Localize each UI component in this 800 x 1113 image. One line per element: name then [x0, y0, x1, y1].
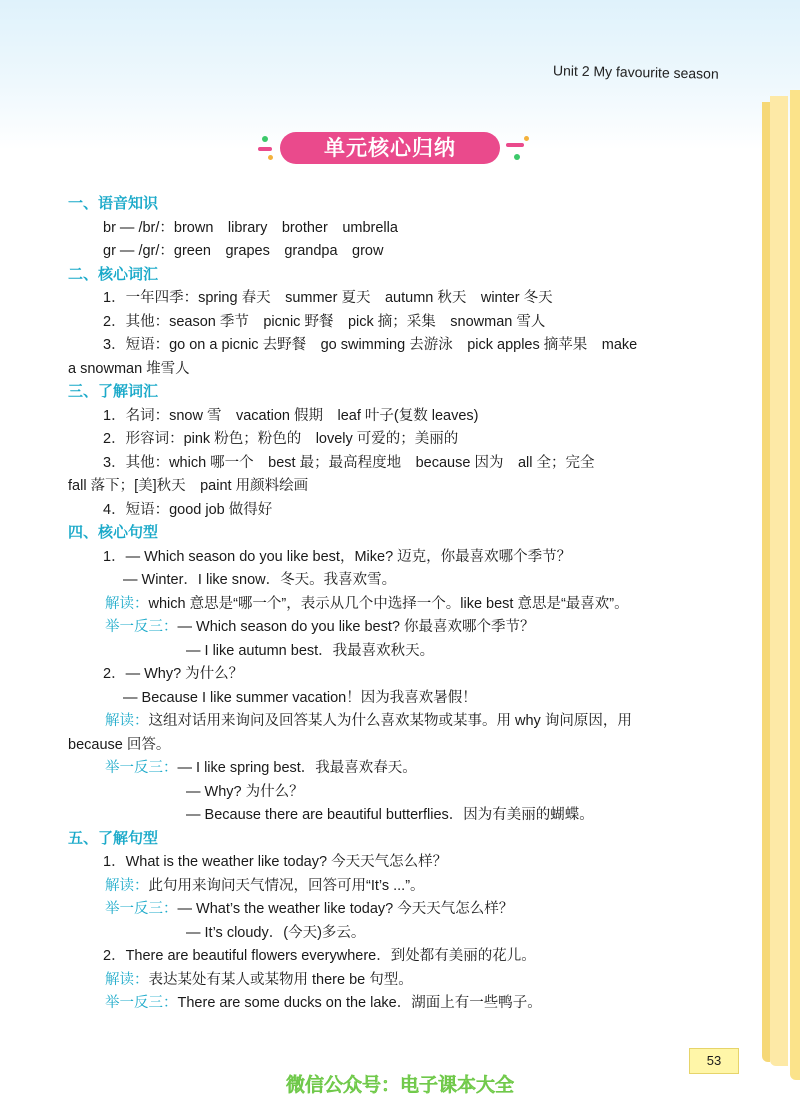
note-label: 举一反三： — [105, 619, 178, 635]
note-line — [105, 899, 513, 919]
content-line: 3．短语：go on a picnic 去野餐 go swimming 去游泳 pick apples 摘苹果 make — [103, 337, 638, 353]
content-line: 2．— Why? 为什么？ — [103, 666, 244, 682]
note-line — [105, 758, 417, 778]
content-line: 1．一年四季：spring 春天 summer 夏天 autumn 秋天 winter 冬天 — [103, 290, 553, 306]
content-line: 4．短语：good job 做得好 — [103, 501, 273, 518]
title-dot — [262, 136, 268, 142]
note-label: 举一反三： — [105, 901, 178, 917]
note-label: 解读： — [105, 713, 149, 729]
title-dot — [514, 154, 520, 160]
content-line: 2．There are beautiful flowers everywhere．到处都有美丽的花儿。 — [103, 948, 536, 964]
section-heading: 四、核心句型 — [68, 524, 159, 541]
note-label: 解读： — [105, 877, 149, 894]
title-dot — [268, 155, 273, 160]
title-dot — [524, 136, 529, 141]
content-line: — Because there are beautiful butterflies．因为有美丽的蝴蝶。 — [186, 807, 594, 823]
content-line: gr — /gr/：green grapes grandpa grow — [103, 243, 384, 259]
note-line — [105, 617, 534, 637]
page-edge-decoration — [754, 90, 800, 1080]
content-line: — It’s cloudy．(今天)多云。 — [186, 924, 366, 941]
note-text: 这组对话用来询问及回答某人为什么喜欢某物或某事。用 why 询问原因，用 — [148, 713, 632, 729]
content-line: because 回答。 — [68, 736, 171, 753]
note-label: 解读： — [105, 595, 149, 612]
note-text: 此句用来询问天气情况，回答可用“It’s ...”。 — [148, 877, 425, 894]
content-line: 1．名词：snow 雪 vacation 假期 leaf 叶子(复数 leaves) — [103, 407, 479, 424]
note-text: — Which season do you like best? 你最喜欢哪个季节？ — [177, 619, 535, 635]
section-heading: 五、了解句型 — [68, 829, 159, 847]
note-text: There are some ducks on the lake．湖面上有一些鸭子。 — [177, 995, 542, 1011]
content-line: — Winter．I like snow．冬天。我喜欢雪。 — [123, 572, 397, 588]
content-line: — Because I like summer vacation！因为我喜欢暑假！ — [123, 689, 477, 706]
content-line: 2．形容词：pink 粉色；粉色的 lovely 可爱的；美丽的 — [103, 431, 459, 447]
note-label: 解读： — [105, 971, 149, 988]
note-line — [105, 711, 632, 731]
note-line — [105, 993, 542, 1013]
content-line: a snowman 堆雪人 — [68, 360, 190, 377]
note-label: 举一反三： — [105, 995, 178, 1011]
content-line: 3．其他：which 哪一个 best 最；最高程度地 because 因为 all 全；完全 — [103, 454, 595, 471]
content-line: 1．— Which season do you like best，Mike? 迈克，你最喜欢哪个季节？ — [103, 548, 572, 565]
title-dash-right — [506, 143, 524, 147]
page-title: 单元核心归纳 — [324, 136, 456, 160]
page-number: 53 — [689, 1048, 739, 1074]
section-heading: 三、了解词汇 — [68, 383, 159, 400]
note-text: 表达某处有某人或某物用 there be 句型。 — [148, 971, 413, 988]
content-line: 2．其他：season 季节 picnic 野餐 pick 摘；采集 snowman 雪人 — [103, 313, 546, 330]
note-text: which 意思是“哪一个”，表示从几个中选择一个。like best 意思是“最喜欢”。 — [148, 595, 629, 612]
note-label: 举一反三： — [105, 760, 178, 776]
content-line: — Why? 为什么？ — [186, 783, 304, 800]
content-line: fall 落下；[美]秋天 paint 用颜料绘画 — [68, 478, 309, 494]
footer-watermark: 微信公众号：电子课本大全 — [285, 1074, 514, 1096]
section-heading: 一、语音知识 — [68, 195, 159, 212]
section-heading: 二、核心词汇 — [68, 265, 159, 283]
note-line — [105, 876, 425, 896]
content-line: br — /br/：brown library brother umbrella — [103, 219, 398, 236]
note-text: — I like spring best．我最喜欢春天。 — [177, 760, 417, 776]
note-line — [105, 970, 413, 990]
section-title-banner — [258, 128, 530, 168]
note-line — [105, 594, 629, 614]
title-dash-left — [258, 147, 272, 151]
content-line: 1．What is the weather like today? 今天天气怎么样？ — [103, 854, 448, 870]
unit-header: Unit 2 My favourite season — [552, 62, 719, 82]
note-text: — What’s the weather like today? 今天天气怎么样？ — [177, 901, 514, 917]
content-line: — I like autumn best．我最喜欢秋天。 — [186, 642, 435, 659]
